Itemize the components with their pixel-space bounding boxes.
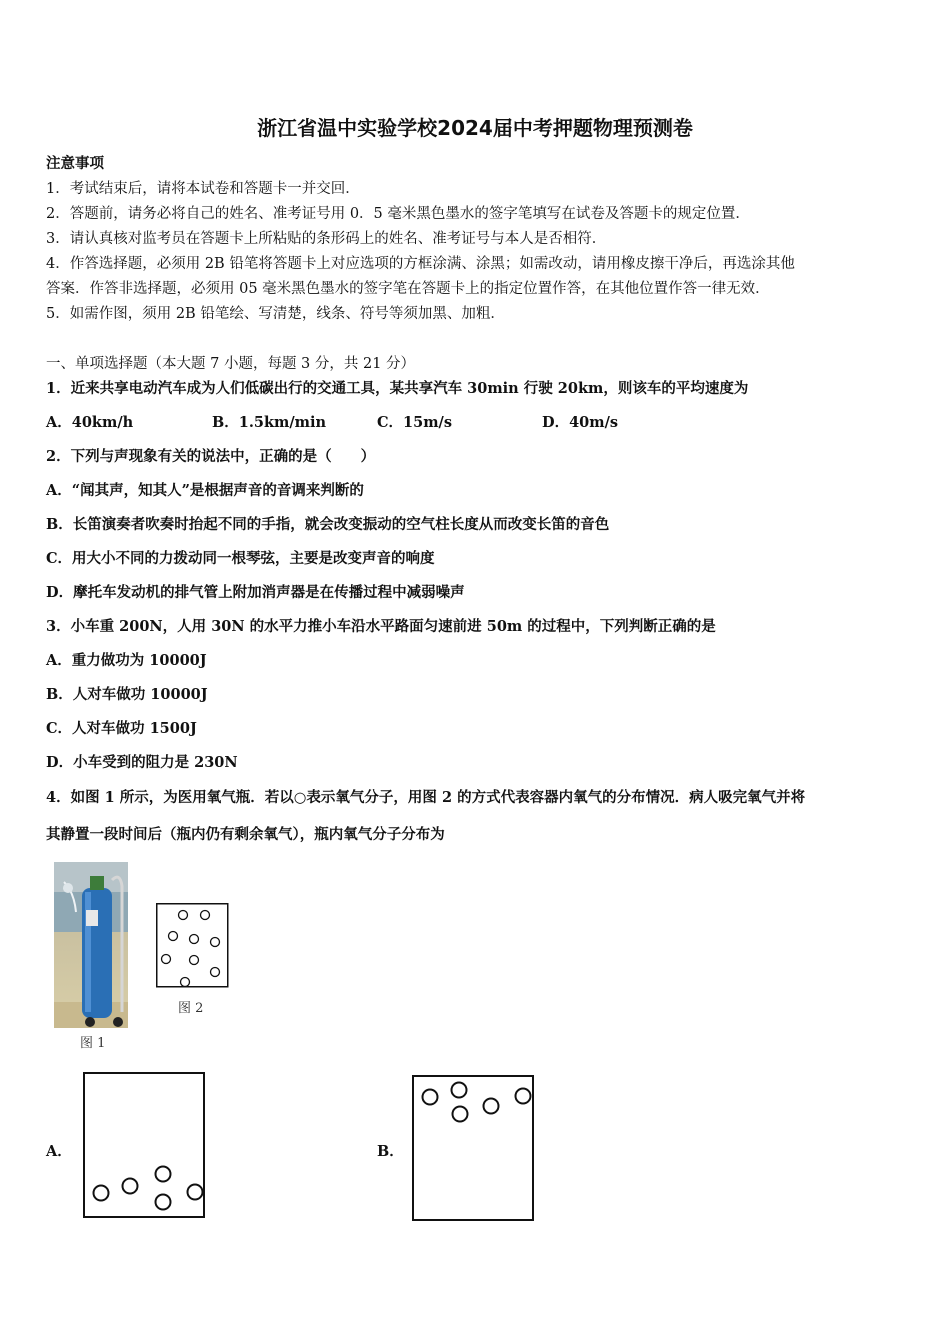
q4-option-b-label: B． — [377, 1143, 404, 1160]
q4-stem-line1: 4．如图 1 所示，为医用氧气瓶．若以○表示氧气分子，用图 2 的方式代表容器内氧气的分布情况．病人吸完氧气并将 — [46, 789, 806, 806]
oxygen-molecule-icon — [188, 1185, 203, 1200]
notice-item-3: 3．请认真核对监考员在答题卡上所粘贴的条形码上的姓名、准考证号与本人是否相符． — [46, 231, 607, 247]
q2-option-c: C．用大小不同的力拨动同一根琴弦，主要是改变声音的响度 — [46, 550, 435, 567]
figure-1-label: 图 1 — [80, 1036, 106, 1051]
page-title: 浙江省温中实验学校2024届中考押题物理预测卷 — [257, 116, 693, 140]
oxygen-molecule-icon — [484, 1099, 499, 1114]
q1-option-c: C．15m/s — [377, 414, 453, 431]
q2-option-a: A．“闻其声，知其人”是根据声音的音调来判断的 — [46, 482, 364, 499]
oxygen-molecule-icon — [452, 1083, 467, 1098]
q3-stem: 3．小车重 200N，人用 30N 的水平力推小车沿水平路面匀速前进 50m 的过程中，下列判断正确的是 — [46, 618, 716, 635]
q4-option-a-label: A． — [46, 1143, 72, 1160]
notice-item-2: 2．答题前，请务必将自己的姓名、准考证号用 0．5 毫米黑色墨水的签字笔填写在试卷及答题卡的规定位置． — [46, 206, 750, 222]
q1-option-b: B．1.5km/min — [212, 414, 327, 431]
q1-option-a: A．40km/h — [46, 414, 134, 431]
oxygen-molecule-icon — [190, 935, 199, 944]
oxygen-molecule-icon — [423, 1090, 438, 1105]
notice-item-4: 4．作答选择题，必须用 2B 铅笔将答题卡上对应选项的方框涂满、涂黑；如需改动，请用橡皮擦干净后，再选涂其他 — [46, 256, 795, 272]
oxygen-molecule-icon — [201, 911, 210, 920]
oxygen-molecule-icon — [123, 1179, 138, 1194]
notice-item-1: 1．考试结束后，请将本试卷和答题卡一并交回． — [46, 181, 360, 197]
q1-option-d: D．40m/s — [542, 414, 619, 431]
oxygen-cylinder-photo — [54, 862, 128, 1028]
figure-2-container — [156, 903, 230, 989]
q2-option-d: D．摩托车发动机的排气管上附加消声器是在传播过程中减弱噪声 — [46, 584, 465, 601]
q4-option-b-figure — [412, 1075, 534, 1221]
notice-item-4-cont: 答案．作答非选择题，必须用 05 毫米黑色墨水的签字笔在答题卡上的指定位置作答，在其他位置作答一律无效． — [46, 281, 770, 297]
q4-stem-line2: 其静置一段时间后（瓶内仍有剩余氧气），瓶内氧气分子分布为 — [46, 826, 445, 843]
q3-option-b: B．人对车做功 10000J — [46, 686, 208, 703]
q2-option-b: B．长笛演奏者吹奏时抬起不同的手指，就会改变振动的空气柱长度从而改变长笛的音色 — [46, 516, 610, 533]
oxygen-molecule-icon — [453, 1107, 468, 1122]
oxygen-molecule-icon — [211, 938, 220, 947]
oxygen-molecule-icon — [181, 978, 190, 987]
oxygen-molecule-icon — [190, 956, 199, 965]
q3-option-d: D．小车受到的阻力是 230N — [46, 754, 238, 771]
notice-item-5: 5．如需作图，须用 2B 铅笔绘、写清楚，线条、符号等须加黑、加粗． — [46, 306, 505, 322]
oxygen-molecule-icon — [162, 955, 171, 964]
q4-option-a-figure — [83, 1072, 205, 1218]
q3-option-a: A．重力做功为 10000J — [46, 652, 207, 669]
oxygen-molecule-icon — [516, 1089, 531, 1104]
q3-option-c: C．人对车做功 1500J — [46, 720, 197, 737]
oxygen-molecule-icon — [156, 1195, 171, 1210]
oxygen-molecule-icon — [156, 1167, 171, 1182]
q1-stem: 1．近来共享电动汽车成为人们低碳出行的交通工具，某共享汽车 30min 行驶 20km，则该车的平均速度为 — [46, 380, 749, 397]
oxygen-molecule-icon — [211, 968, 220, 977]
oxygen-molecule-icon — [169, 932, 178, 941]
oxygen-molecule-icon — [179, 911, 188, 920]
notice-heading: 注意事项 — [46, 155, 104, 172]
figure-2-label: 图 2 — [178, 1001, 204, 1016]
oxygen-molecule-icon — [94, 1186, 109, 1201]
section-heading: 一、单项选择题（本大题 7 小题，每题 3 分，共 21 分） — [46, 356, 416, 372]
q2-stem: 2．下列与声现象有关的说法中，正确的是（ ） — [46, 448, 376, 465]
